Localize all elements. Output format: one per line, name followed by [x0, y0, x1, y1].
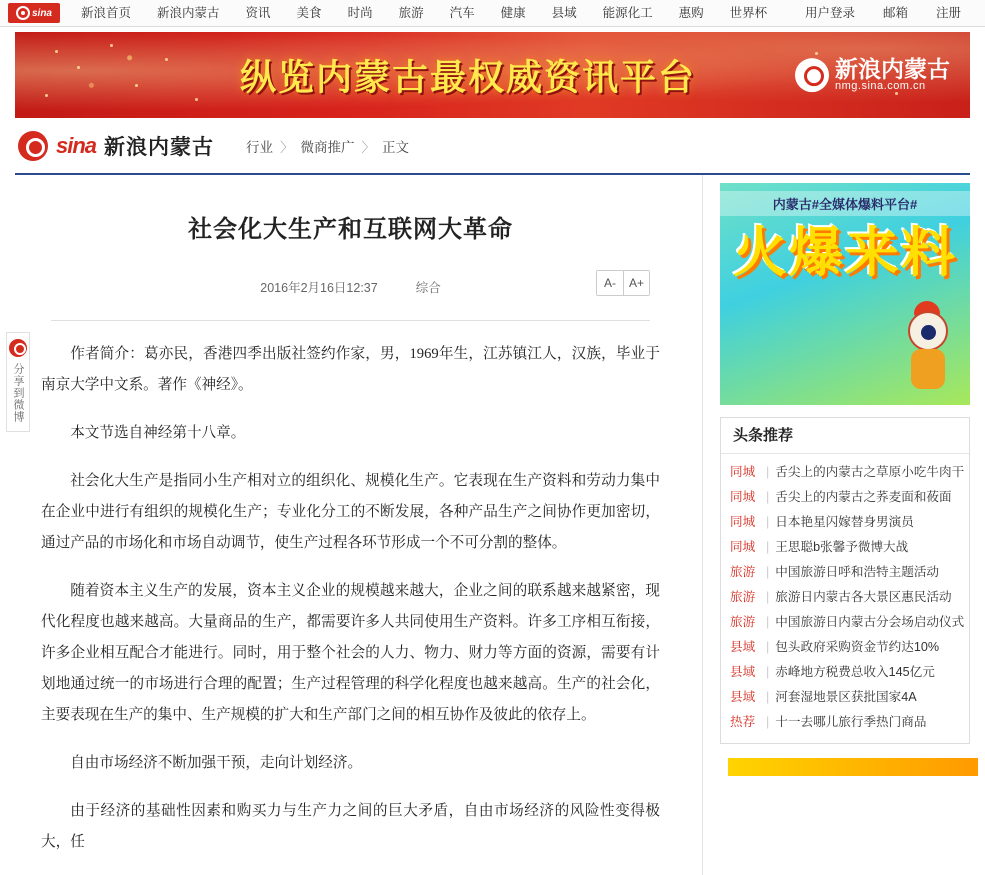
- article-column: [15, 175, 703, 875]
- banner-brand-group: [795, 57, 950, 93]
- mail-link[interactable]: 邮箱: [882, 6, 908, 20]
- share-label: 分享到微博: [12, 363, 24, 423]
- sina-wordmark-large: sina: [56, 132, 97, 158]
- register-link[interactable]: 注册: [935, 6, 961, 20]
- list-item-tag: 同城: [730, 490, 756, 504]
- sidebar-ad[interactable]: [720, 183, 970, 405]
- article-paragraph-1: 本文节选自神经第十八章。: [70, 425, 246, 441]
- list-item-title[interactable]: 赤峰地方税费总收入145亿元: [775, 665, 935, 679]
- breadcrumb-item-1[interactable]: 微商推广: [300, 139, 355, 155]
- article-paragraph-5: 由于经济的基础性因素和购买力与生产力之间的巨大矛盾，自由市场经济的风险性变得极大，任: [41, 803, 660, 850]
- top-nav-right-group: [791, 0, 975, 26]
- recommend-list: [721, 454, 969, 743]
- login-link[interactable]: 用户登录: [804, 6, 855, 20]
- nav-item-4[interactable]: 时尚: [347, 6, 373, 20]
- article-paragraph-3: 随着资本主义生产的发展，资本主义企业的规模越来越大，企业之间的联系越来越紧密，现代化程度也越来越高。大量商品的生产，都需要许多人共同使用生产资料。许多工序相互衔接，许多企业相互配合才能进行。同时，用于整个社会的人力、物力、财力等方面的资源，需要有计划地通过统一的市场进行合理的配置；生产过程管理的科学化程度也越来越高。生产的社会化，主要表现在生产的集中、生产规模的扩大和生产部门之间的相互协作及彼此的依存上。: [41, 583, 660, 723]
- list-item-tag: 县域: [730, 665, 756, 679]
- list-item-separator: |: [766, 465, 770, 479]
- list-item-tag: 旅游: [730, 590, 756, 604]
- site-logo[interactable]: [18, 131, 214, 161]
- list-item-tag: 同城: [730, 540, 756, 554]
- list-item-separator: |: [766, 640, 770, 654]
- banner-headline: 纵览内蒙古最权威资讯平台: [240, 57, 697, 98]
- mascot-head-icon: [908, 311, 948, 351]
- list-item[interactable]: [721, 510, 969, 535]
- list-item[interactable]: [721, 460, 969, 485]
- share-sidebar[interactable]: [6, 332, 30, 432]
- mascot-icon: [900, 311, 956, 397]
- list-item-title[interactable]: 舌尖上的内蒙古之荞麦面和莜面: [775, 490, 952, 504]
- article-meta: [15, 270, 686, 304]
- list-item-tag: 同城: [730, 465, 756, 479]
- sina-eye-icon: [16, 6, 30, 20]
- breadcrumb-sep-1: 〉: [361, 139, 376, 155]
- list-item-tag: 热荐: [730, 715, 756, 729]
- list-item-separator: |: [766, 590, 770, 604]
- list-item-separator: |: [766, 490, 770, 504]
- list-item-tag: 同城: [730, 515, 756, 529]
- breadcrumb-item-2[interactable]: 正文: [382, 139, 410, 155]
- list-item-separator: |: [766, 715, 770, 729]
- nav-item-8[interactable]: 县域: [551, 6, 577, 20]
- list-item-tag: 县域: [730, 690, 756, 704]
- article-body: [15, 321, 686, 858]
- article-paragraph-2: 社会化大生产是指同小生产相对立的组织化、规模化生产。它表现在生产资料和劳动力集中在企业中进行有组织的规模化生产；专业化分工的不断发展，各种产品生产之间协作更加密切，通过产品的市场化和市场自动调节，使生产过程各环节形成一个不可分割的整体。: [41, 473, 660, 551]
- list-item[interactable]: [721, 585, 969, 610]
- nav-item-3[interactable]: 美食: [296, 6, 322, 20]
- sina-logo-icon[interactable]: [8, 3, 60, 23]
- font-increase-button[interactable]: A+: [623, 271, 649, 295]
- list-item-title[interactable]: 中国旅游日呼和浩特主题活动: [775, 565, 939, 579]
- article-paragraph-0: 作者简介：葛亦民，香港四季出版社签约作家，男，1969年生，江苏镇江人，汉族，毕业于南京大学中文系。著作《神经》。: [41, 346, 660, 393]
- page-title: 社会化大生产和互联网大革命: [188, 216, 513, 243]
- breadcrumb-sep-0: 〉: [280, 139, 294, 155]
- list-item[interactable]: [721, 560, 969, 585]
- list-item-title[interactable]: 旅游日内蒙古各大景区惠民活动: [775, 590, 952, 604]
- list-item[interactable]: [721, 685, 969, 710]
- list-item-tag: 旅游: [730, 615, 756, 629]
- list-item-tag: 县域: [730, 640, 756, 654]
- article-source: 综合: [415, 281, 441, 295]
- list-item-separator: |: [766, 615, 770, 629]
- nav-item-1[interactable]: 新浪内蒙古: [157, 6, 220, 20]
- font-decrease-button[interactable]: A-: [597, 271, 623, 295]
- sidebar-ad-title: 火爆来料: [733, 223, 957, 283]
- list-item[interactable]: [721, 485, 969, 510]
- list-item[interactable]: [721, 535, 969, 560]
- list-item-separator: |: [766, 690, 770, 704]
- list-item[interactable]: [721, 610, 969, 635]
- nav-item-2[interactable]: 资讯: [245, 6, 271, 20]
- list-item-title[interactable]: 王思聪b张馨予微博大战: [775, 540, 909, 554]
- list-item-title[interactable]: 十一去哪儿旅行季热门商品: [775, 715, 927, 729]
- list-item-separator: |: [766, 665, 770, 679]
- sina-logo-icon-banner: [795, 58, 829, 92]
- top-navigation-bar: [0, 0, 985, 27]
- sina-wordmark: sina: [31, 7, 52, 19]
- weibo-icon[interactable]: [9, 339, 27, 357]
- list-item-tag: 旅游: [730, 565, 756, 579]
- list-item-title[interactable]: 舌尖上的内蒙古之草原小吃牛肉干: [775, 465, 965, 479]
- list-item-separator: |: [766, 515, 770, 529]
- nav-item-0[interactable]: 新浪首页: [81, 6, 132, 20]
- list-item-separator: |: [766, 540, 770, 554]
- article-date: 2016年2月16日12:37: [260, 281, 378, 295]
- sina-eye-logo-icon: [18, 131, 48, 161]
- sidebar-bottom-ad[interactable]: [728, 758, 978, 776]
- nav-item-9[interactable]: 能源化工: [602, 6, 653, 20]
- list-item-title[interactable]: 河套湿地景区获批国家4A: [775, 690, 917, 704]
- nav-item-10[interactable]: 惠购: [678, 6, 704, 20]
- banner-brand-name: [835, 57, 950, 93]
- sidebar-ad-subtitle: 内蒙古#全媒体爆料平台#: [720, 191, 970, 216]
- breadcrumb: [246, 136, 409, 156]
- banner-brand-url: nmg.sina.com.cn: [835, 80, 926, 93]
- breadcrumb-item-0[interactable]: 行业: [246, 139, 274, 155]
- site-header: [15, 118, 970, 173]
- nav-item-11[interactable]: 世界杯: [729, 6, 768, 20]
- mascot-body-icon: [911, 349, 945, 389]
- list-item-title[interactable]: 包头政府采购资金节约达10%: [775, 640, 940, 654]
- nav-item-5[interactable]: 旅游: [398, 6, 424, 20]
- list-item-title[interactable]: 日本艳星闪嫁替身男演员: [775, 515, 914, 529]
- site-name: 新浪内蒙古: [104, 135, 215, 159]
- list-item[interactable]: [721, 635, 969, 660]
- nav-item-6[interactable]: 汽车: [449, 6, 475, 20]
- nav-item-7[interactable]: 健康: [500, 6, 526, 20]
- font-size-controls[interactable]: [596, 270, 650, 296]
- headline-recommend-panel: [720, 417, 970, 744]
- article-paragraph-4: 自由市场经济不断加强干预，走向计划经济。: [70, 755, 363, 771]
- list-item-title[interactable]: 中国旅游日内蒙古分会场启动仪式: [775, 615, 965, 629]
- list-item[interactable]: [721, 660, 969, 685]
- banner-brand-text: 新浪内蒙古: [835, 56, 950, 83]
- panel-title: 头条推荐: [721, 418, 969, 454]
- list-item-separator: |: [766, 565, 770, 579]
- list-item[interactable]: [721, 710, 969, 735]
- top-banner-ad[interactable]: [15, 32, 970, 118]
